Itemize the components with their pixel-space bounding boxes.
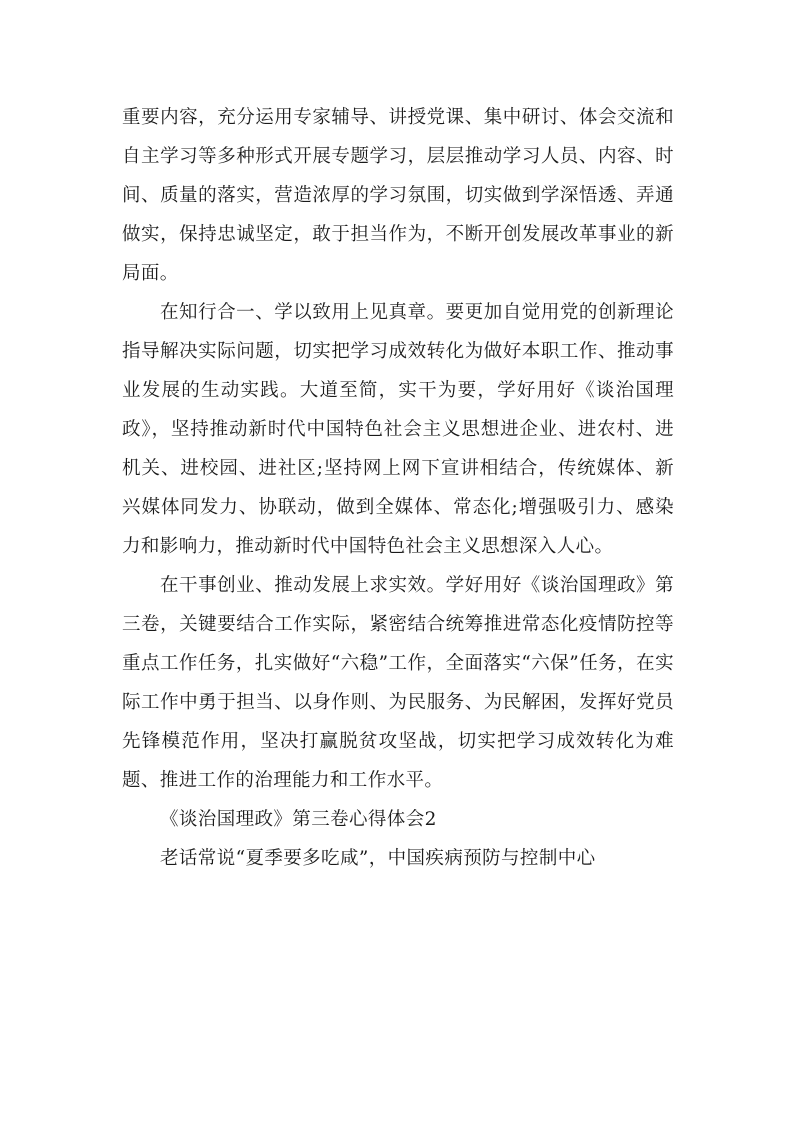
paragraph: 在知行合一、学以致用上见真章。要更加自觉用党的创新理论指导解决实际问题，切实把学习成效转化为做好本职工作、推动事业发展的生动实践。大道至简，实干为要，学好用好《谈治国理政》，坚持推动新时代中国特色社会主义思想进企业、进农村、进机关、进校园、进社区;坚持网上网下宣讲相结合，传统媒体、新兴媒体同发力、协联动，做到全媒体、常态化;增强吸引力、感染力和影响力，推动新时代中国特色社会主义思想深入人心。 <box>122 302 674 557</box>
section-heading: 《谈治国理政》第三卷心得体会2 <box>160 809 437 830</box>
paragraph: 在干事创业、推动发展上求实效。学好用好《谈治国理政》第三卷，关键要结合工作实际，紧密结合统筹推进常态化疫情防控等重点工作任务，扎实做好“六稳”工作，全面落实“六保”任务，在实际工作中勇于担当、以身作则、为民服务、为民解困，发挥好党员先锋模范作用，坚决打赢脱贫攻坚战，切实把学习成效转化为难题、推进工作的治理能力和工作水平。 <box>122 575 674 791</box>
document-body <box>122 98 674 878</box>
paragraph: 老话常说“夏季要多吃咸”，中国疾病预防与控制中心 <box>160 848 596 869</box>
paragraph: 重要内容，充分运用专家辅导、讲授党课、集中研讨、体会交流和自主学习等多种形式开展专题学习，层层推动学习人员、内容、时间、质量的落实，营造浓厚的学习氛围，切实做到学深悟透、弄通做实，保持忠诚坚定，敢于担当作为，不断开创发展改革事业的新局面。 <box>122 107 674 284</box>
